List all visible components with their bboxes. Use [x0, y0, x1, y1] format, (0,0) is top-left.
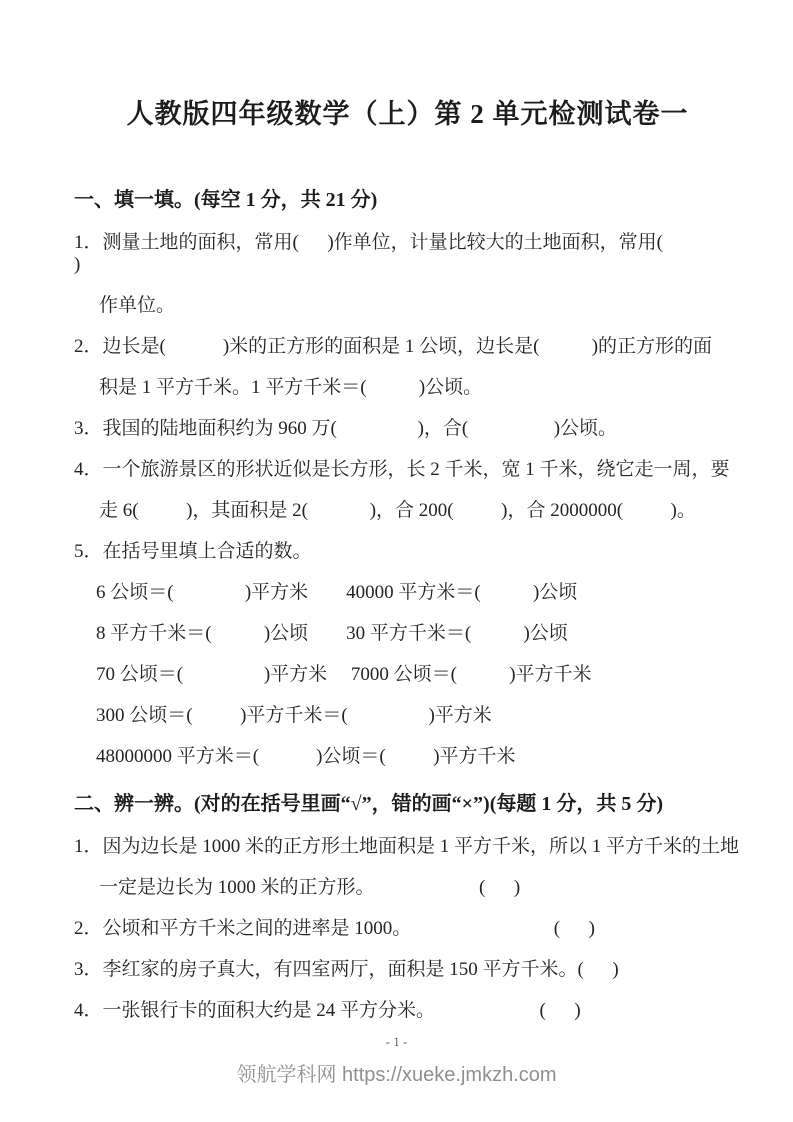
s2-q1-line1: 1．因为边长是 1000 米的正方形土地面积是 1 平方千米，所以 1 平方千米的土地 — [74, 836, 740, 857]
s1-q2-line1: 2．边长是( )米的正方形的面积是 1 公顷，边长是( )的正方形的面 — [74, 336, 713, 357]
s1-q5-conversion-row4: 300 公顷＝( )平方千米＝( )平方米 — [96, 705, 492, 726]
s1-q5-conversion-row5: 48000000 平方米＝( )公顷＝( )平方千米 — [96, 746, 516, 767]
section2-heading: 二、辨一辨。(对的在括号里画“√”，错的画“×”)(每题 1 分，共 5 分) — [74, 793, 664, 815]
s2-q4-line1: 4．一张银行卡的面积大约是 24 平方分米。 ( ) — [74, 1000, 581, 1021]
section-true-false — [74, 787, 741, 1022]
s1-q5-conversion-row2: 8 平方千米＝( )公顷 30 平方千米＝( )公顷 — [96, 623, 568, 644]
s1-q4-line1: 4．一个旅游景区的形状近似是长方形，长 2 千米，宽 1 千米，绕它走一周，要 — [74, 459, 730, 480]
page-number: - 1 - — [385, 1034, 408, 1049]
section-fill-in-blanks — [74, 183, 741, 768]
s1-q5-conversion-row3: 70 公顷＝( )平方米 7000 公顷＝( )平方千米 — [96, 664, 592, 685]
s1-q2-line2: 积是 1 平方千米。1 平方千米＝( )公顷。 — [99, 377, 483, 398]
s1-q1-line1: 1．测量土地的面积，常用( )作单位，计量比较大的土地面积，常用( ) — [74, 232, 739, 275]
s2-q2-line1: 2．公顷和平方千米之间的进率是 1000。 ( ) — [74, 918, 595, 939]
section1-heading: 一、填一填。(每空 1 分，共 21 分) — [74, 189, 378, 211]
s1-q4-line2: 走 6( )，其面积是 2( )，合 200( )，合 2000000( )。 — [99, 500, 696, 521]
s2-q1-line2: 一定是边长为 1000 米的正方形。 ( ) — [99, 877, 521, 898]
site-watermark: 领航学科网 https://xueke.jmkzh.com — [236, 1064, 557, 1086]
s1-q5-line1: 5．在括号里填上合适的数。 — [74, 541, 312, 562]
s1-q3-line1: 3．我国的陆地面积约为 960 万( )，合( )公顷。 — [74, 418, 618, 439]
s2-q3-line1: 3．李红家的房子真大，有四室两厅，面积是 150 平方千米。( ) — [74, 959, 619, 980]
s1-q1-line2: 作单位。 — [99, 295, 176, 316]
page-title: 人教版四年级数学（上）第 2 单元检测试卷一 — [126, 99, 689, 129]
s1-q5-conversion-row1: 6 公顷＝( )平方米 40000 平方米＝( )公顷 — [96, 582, 578, 603]
